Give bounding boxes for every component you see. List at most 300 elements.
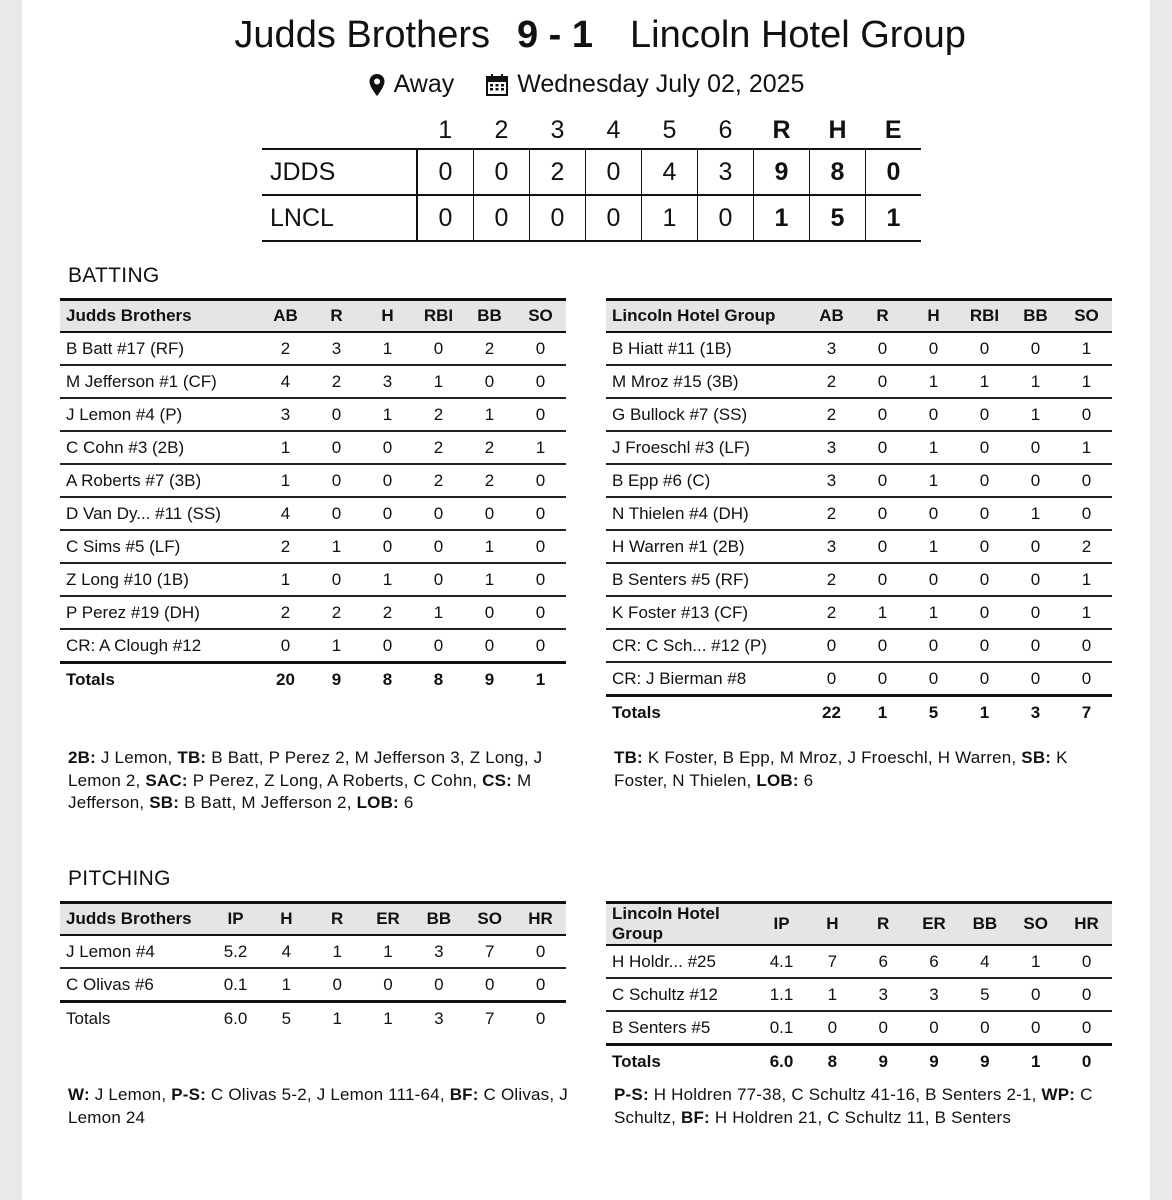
player-name: CR: J Bierman #8 <box>606 662 806 696</box>
calendar-icon <box>485 73 509 97</box>
note-label: BF: <box>681 1107 710 1127</box>
stat-cell: 1 <box>1061 332 1112 365</box>
away-team-name: Lincoln Hotel Group <box>630 14 966 56</box>
table-row <box>60 629 566 663</box>
stat-cell: 1 <box>1010 945 1061 978</box>
stat-column-header: R <box>857 300 908 333</box>
stat-cell: 1 <box>1010 365 1061 398</box>
totals-label: Totals <box>612 1051 661 1071</box>
stat-cell: 0 <box>1061 978 1112 1011</box>
stat-cell: 0 <box>959 530 1010 563</box>
stat-cell: 2 <box>413 464 464 497</box>
stat-cell: 0 <box>858 1011 909 1045</box>
stat-cell: 0 <box>515 563 566 596</box>
date-label: Wednesday July 02, 2025 <box>517 70 805 98</box>
stat-cell: 0 <box>413 563 464 596</box>
stat-cell: 3 <box>806 332 857 365</box>
table-row <box>606 530 1112 563</box>
player-name: J Froeschl #3 (LF) <box>606 431 806 464</box>
inning-header: 5 <box>662 115 677 144</box>
stat-cell: 2 <box>260 596 311 629</box>
player-name: G Bullock #7 (SS) <box>606 398 806 431</box>
stat-cell: 1 <box>464 530 515 563</box>
stat-cell: 0 <box>464 365 515 398</box>
total-cell: 9 <box>484 669 495 689</box>
stat-cell: 0 <box>311 464 362 497</box>
errors-total: 0 <box>866 149 922 195</box>
stat-cell: 0 <box>362 431 413 464</box>
stat-cell: 5.2 <box>210 935 261 968</box>
stat-column-header: SO <box>1061 300 1112 333</box>
inning-header: 6 <box>718 115 733 144</box>
total-cell: 9 <box>331 669 342 689</box>
stat-cell: 3 <box>858 978 909 1011</box>
stat-cell: 0 <box>959 563 1010 596</box>
stat-cell: 0 <box>857 629 908 662</box>
stat-cell: 0 <box>1061 1011 1112 1045</box>
stat-cell: 0 <box>1010 530 1061 563</box>
inning-header: 1 <box>438 115 453 144</box>
errors-total: 1 <box>866 195 922 241</box>
stat-cell: 0 <box>515 398 566 431</box>
note-text: H Holdren 21, C Schultz 11, B Senters <box>709 1107 1012 1127</box>
stat-cell: 3 <box>362 365 413 398</box>
total-cell: 1 <box>979 702 990 722</box>
inning-score: 3 <box>698 149 754 195</box>
stat-column-header: SO <box>464 903 515 936</box>
table-row <box>60 935 566 968</box>
note-text: B Batt, P Perez 2, M Jefferson 3, Z Long, J Lemon 2, <box>68 748 548 790</box>
inning-score: 0 <box>417 195 474 241</box>
stat-cell: 0 <box>312 968 363 1002</box>
player-name: H Holdr... #25 <box>606 945 756 978</box>
stat-cell: 0 <box>362 530 413 563</box>
stat-cell: 0 <box>515 365 566 398</box>
stat-cell: 0 <box>362 629 413 663</box>
table-header-row <box>606 903 1112 946</box>
stat-cell: 0 <box>857 497 908 530</box>
totals-row <box>60 663 566 696</box>
table-row <box>606 332 1112 365</box>
batting-table-home <box>60 298 566 695</box>
team-abbr: JDDS <box>262 149 417 195</box>
stat-cell: 0 <box>807 1011 858 1045</box>
stat-cell: 0 <box>515 596 566 629</box>
stat-cell: 0 <box>1010 978 1061 1011</box>
table-row <box>60 398 566 431</box>
stat-cell: 0 <box>857 662 908 696</box>
stat-cell: 0 <box>857 530 908 563</box>
table-row <box>606 945 1112 978</box>
stat-cell: 0 <box>311 398 362 431</box>
stat-cell: 1 <box>260 431 311 464</box>
inning-score: 0 <box>474 195 530 241</box>
note-label: WP: <box>1041 1085 1076 1104</box>
stat-cell: 1 <box>311 530 362 563</box>
stat-cell: 0 <box>1010 629 1061 662</box>
inning-score: 0 <box>417 149 474 195</box>
player-name: B Batt #17 (RF) <box>60 332 260 365</box>
total-cell: 3 <box>434 1008 444 1028</box>
team-column-header: Lincoln Hotel Group <box>606 903 756 946</box>
stat-cell: 0 <box>1010 332 1061 365</box>
table-row <box>606 398 1112 431</box>
line-score-row-away <box>262 195 921 241</box>
stat-column-header: R <box>858 903 909 946</box>
note-text: H Holdren 77-38, C Schultz 41-16, B Senters 2-1, <box>648 1085 1042 1104</box>
stat-cell: 1 <box>363 935 414 968</box>
player-name: CR: A Clough #12 <box>60 629 260 663</box>
note-text: B Batt, M Jefferson 2, <box>179 793 357 812</box>
note-text: M Jefferson, <box>68 770 537 812</box>
note-text: 6 <box>398 793 414 812</box>
stat-cell: 7 <box>464 935 515 968</box>
total-cell: 8 <box>382 669 393 689</box>
batting-table-away <box>606 298 1112 728</box>
stat-cell: 1 <box>1061 563 1112 596</box>
line-score-row-home <box>262 149 921 195</box>
stat-cell: 0 <box>908 332 959 365</box>
stat-cell: 1 <box>857 596 908 629</box>
stat-cell: 0 <box>515 497 566 530</box>
totals-label: Totals <box>66 669 115 689</box>
stat-cell: 1 <box>807 978 858 1011</box>
stat-cell: 1 <box>1061 431 1112 464</box>
final-score: 9 - 1 <box>516 14 594 56</box>
player-name: C Cohn #3 (2B) <box>60 431 260 464</box>
stat-column-header: ER <box>909 903 960 946</box>
note-label: P-S: <box>614 1085 649 1104</box>
stat-column-header: BB <box>464 300 515 333</box>
stat-cell: 2 <box>806 563 857 596</box>
stat-cell: 0 <box>908 662 959 696</box>
hits-total: 5 <box>810 195 866 241</box>
table-row <box>60 497 566 530</box>
player-name: B Senters #5 <box>606 1011 756 1045</box>
boxscore-page <box>22 0 1150 1200</box>
stat-cell: 0 <box>515 629 566 663</box>
stat-cell: 0 <box>260 629 311 663</box>
stat-cell: 1 <box>908 464 959 497</box>
stat-cell: 0 <box>908 398 959 431</box>
table-row <box>606 662 1112 696</box>
line-score-corner <box>262 112 417 149</box>
game-header <box>22 14 1150 64</box>
stat-cell: 2 <box>260 332 311 365</box>
note-label: LOB: <box>356 793 399 812</box>
game-date <box>485 70 804 99</box>
stat-cell: 0 <box>908 629 959 662</box>
stat-cell: 0 <box>1061 662 1112 696</box>
totals-label: Totals <box>612 702 661 722</box>
total-cell: 3 <box>1030 702 1041 722</box>
stat-cell: 5 <box>959 978 1010 1011</box>
stat-cell: 0 <box>464 596 515 629</box>
stat-cell: 0 <box>857 464 908 497</box>
stat-cell: 0 <box>959 332 1010 365</box>
location <box>368 70 455 99</box>
errors-header: E <box>884 115 902 144</box>
stat-cell: 2 <box>806 596 857 629</box>
player-name: B Hiatt #11 (1B) <box>606 332 806 365</box>
stat-cell: 0 <box>413 629 464 663</box>
stat-column-header: SO <box>1010 903 1061 946</box>
table-row <box>60 464 566 497</box>
stat-cell: 0 <box>959 398 1010 431</box>
stat-cell: 2 <box>413 431 464 464</box>
stat-cell: 0 <box>311 497 362 530</box>
stat-column-header: RBI <box>959 300 1010 333</box>
stat-cell: 0 <box>311 431 362 464</box>
total-cell: 22 <box>822 702 841 722</box>
stat-cell: 0 <box>515 968 566 1002</box>
stat-cell: 1 <box>312 935 363 968</box>
note-text: C Olivas, J Lemon 24 <box>68 1085 573 1127</box>
inning-score: 0 <box>474 149 530 195</box>
stat-cell: 1 <box>959 365 1010 398</box>
inning-score: 1 <box>642 195 698 241</box>
stat-cell: 1 <box>1061 596 1112 629</box>
stat-cell: 0 <box>362 464 413 497</box>
pitching-section-title: PITCHING <box>68 867 171 890</box>
inning-score: 0 <box>530 195 586 241</box>
stat-cell: 2 <box>362 596 413 629</box>
stat-cell: 0 <box>413 530 464 563</box>
table-row <box>606 497 1112 530</box>
player-name: M Jefferson #1 (CF) <box>60 365 260 398</box>
total-cell: 7 <box>484 1008 495 1028</box>
stat-cell: 0 <box>1061 629 1112 662</box>
hits-total: 8 <box>810 149 866 195</box>
total-cell: 1 <box>535 669 546 689</box>
player-name: Z Long #10 (1B) <box>60 563 260 596</box>
stat-cell: 6 <box>909 945 960 978</box>
stat-cell: 4 <box>261 935 312 968</box>
runs-total: 9 <box>754 149 810 195</box>
total-cell: 5 <box>928 702 939 722</box>
stat-cell: 6 <box>858 945 909 978</box>
stat-cell: 3 <box>806 431 857 464</box>
stat-cell: 7 <box>807 945 858 978</box>
table-row <box>606 464 1112 497</box>
table-row <box>606 596 1112 629</box>
total-cell: 0 <box>1081 1051 1092 1071</box>
stat-cell: 1 <box>515 431 566 464</box>
stat-column-header: RBI <box>413 300 464 333</box>
stat-column-header: SO <box>515 300 566 333</box>
note-label: LOB: <box>756 770 799 790</box>
stat-column-header: H <box>261 903 312 936</box>
total-cell: 1 <box>1030 1051 1041 1071</box>
note-label: BF: <box>449 1085 479 1104</box>
stat-cell: 0 <box>1010 431 1061 464</box>
team-abbr: LNCL <box>262 195 417 241</box>
stat-cell: 2 <box>806 365 857 398</box>
player-name: P Perez #19 (DH) <box>60 596 260 629</box>
total-cell: 8 <box>433 669 444 689</box>
stat-cell: 0 <box>959 1011 1010 1045</box>
stat-cell: 0 <box>908 497 959 530</box>
inning-score: 0 <box>698 195 754 241</box>
stat-cell: 0 <box>857 398 908 431</box>
inning-score: 0 <box>586 195 642 241</box>
stat-cell: 1 <box>362 398 413 431</box>
note-label: TB: <box>177 748 207 767</box>
player-name: H Warren #1 (2B) <box>606 530 806 563</box>
stat-cell: 1 <box>908 365 959 398</box>
player-name: D Van Dy... #11 (SS) <box>60 497 260 530</box>
stat-cell: 0 <box>1061 497 1112 530</box>
player-name: A Roberts #7 (3B) <box>60 464 260 497</box>
table-row <box>606 365 1112 398</box>
totals-row <box>606 1045 1112 1078</box>
stat-cell: 3 <box>413 935 464 968</box>
stat-cell: 2 <box>464 464 515 497</box>
stat-cell: 1 <box>464 563 515 596</box>
runs-header: R <box>772 115 791 144</box>
stat-cell: 2 <box>1061 530 1112 563</box>
stat-cell: 0 <box>959 662 1010 696</box>
stat-cell: 0 <box>413 968 464 1002</box>
note-text: C Schultz, <box>614 1085 1098 1127</box>
batting-notes-away <box>614 747 1114 792</box>
inning-score: 4 <box>642 149 698 195</box>
stat-cell: 0 <box>464 497 515 530</box>
stat-column-header: BB <box>413 903 464 936</box>
inning-header: 4 <box>606 115 621 144</box>
table-header-row <box>606 300 1112 333</box>
inning-header: 2 <box>494 115 509 144</box>
table-row <box>60 563 566 596</box>
note-text: K Foster, N Thielen, <box>614 748 1073 790</box>
stat-cell: 4 <box>959 945 1010 978</box>
table-row <box>606 629 1112 662</box>
stat-cell: 4 <box>260 365 311 398</box>
stat-cell: 0 <box>363 968 414 1002</box>
stat-cell: 0 <box>959 497 1010 530</box>
stat-cell: 0 <box>1061 945 1112 978</box>
total-cell: 1 <box>332 1008 342 1028</box>
stat-cell: 0 <box>413 332 464 365</box>
stat-column-header: HR <box>1061 903 1112 946</box>
pitching-table-away <box>606 901 1112 1077</box>
stat-cell: 1 <box>261 968 312 1002</box>
stat-column-header: R <box>312 903 363 936</box>
stat-cell: 0 <box>464 629 515 663</box>
stat-cell: 0 <box>908 563 959 596</box>
table-row <box>60 365 566 398</box>
home-team-name: Judds Brothers <box>234 14 490 56</box>
batting-notes-home <box>68 747 552 815</box>
stat-cell: 3 <box>909 978 960 1011</box>
totals-row <box>60 1002 566 1035</box>
stat-cell: 0 <box>1010 563 1061 596</box>
stat-cell: 4.1 <box>756 945 807 978</box>
stat-cell: 0 <box>311 563 362 596</box>
stat-cell: 1 <box>260 563 311 596</box>
stat-cell: 1 <box>464 398 515 431</box>
hits-header: H <box>828 115 847 144</box>
stat-cell: 0 <box>515 332 566 365</box>
stat-cell: 1 <box>908 431 959 464</box>
total-cell: 20 <box>276 669 295 689</box>
totals-label: Totals <box>66 1008 111 1028</box>
note-text: K Foster, B Epp, M Mroz, J Froeschl, H Warren, <box>642 748 1022 767</box>
note-label: SAC: <box>145 770 188 790</box>
note-text: J Lemon, <box>96 748 178 767</box>
player-name: B Senters #5 (RF) <box>606 563 806 596</box>
stat-cell: 1 <box>362 332 413 365</box>
stat-cell: 0 <box>806 662 857 696</box>
stat-cell: 0 <box>857 365 908 398</box>
player-name: J Lemon #4 (P) <box>60 398 260 431</box>
stat-cell: 1 <box>362 563 413 596</box>
stat-cell: 2 <box>260 530 311 563</box>
stat-cell: 2 <box>806 497 857 530</box>
player-name: K Foster #13 (CF) <box>606 596 806 629</box>
batting-section-title: BATTING <box>68 264 160 287</box>
stat-column-header: HR <box>515 903 566 936</box>
stat-cell: 0 <box>857 431 908 464</box>
stat-cell: 2 <box>806 398 857 431</box>
stat-cell: 0 <box>959 629 1010 662</box>
stat-cell: 1 <box>908 530 959 563</box>
total-cell: 6.0 <box>769 1051 794 1071</box>
stat-cell: 1 <box>260 464 311 497</box>
stat-cell: 0 <box>959 464 1010 497</box>
total-cell: 5 <box>281 1008 292 1028</box>
note-text: 6 <box>798 770 814 790</box>
stat-cell: 1.1 <box>756 978 807 1011</box>
player-name: M Mroz #15 (3B) <box>606 365 806 398</box>
stat-column-header: BB <box>959 903 1010 946</box>
player-name: J Lemon #4 <box>60 935 210 968</box>
stat-cell: 0 <box>464 968 515 1002</box>
total-cell: 9 <box>878 1051 888 1071</box>
pitching-notes-home <box>68 1084 573 1129</box>
stat-cell: 1 <box>908 596 959 629</box>
stat-cell: 1 <box>1061 365 1112 398</box>
total-cell: 0 <box>535 1008 546 1028</box>
note-label: P-S: <box>171 1085 206 1104</box>
pitching-table-home <box>60 901 566 1034</box>
stat-cell: 3 <box>806 464 857 497</box>
player-name: CR: C Sch... #12 (P) <box>606 629 806 662</box>
table-row <box>60 968 566 1002</box>
stat-cell: 0 <box>857 563 908 596</box>
total-cell: 1 <box>383 1008 393 1028</box>
stat-cell: 0 <box>362 497 413 530</box>
stat-column-header: H <box>807 903 858 946</box>
table-row <box>606 1011 1112 1045</box>
table-row <box>606 431 1112 464</box>
stat-column-header: IP <box>756 903 807 946</box>
note-label: TB: <box>614 748 643 767</box>
stat-cell: 2 <box>311 596 362 629</box>
pitching-notes-away <box>614 1084 1114 1129</box>
stat-cell: 0 <box>806 629 857 662</box>
total-cell: 9 <box>980 1051 990 1071</box>
totals-row <box>606 696 1112 729</box>
stat-cell: 0 <box>1010 596 1061 629</box>
total-cell: 9 <box>929 1051 939 1071</box>
stat-cell: 1 <box>413 596 464 629</box>
table-row <box>606 563 1112 596</box>
table-row <box>60 332 566 365</box>
stat-cell: 3 <box>806 530 857 563</box>
stat-cell: 1 <box>1010 398 1061 431</box>
stat-cell: 2 <box>311 365 362 398</box>
